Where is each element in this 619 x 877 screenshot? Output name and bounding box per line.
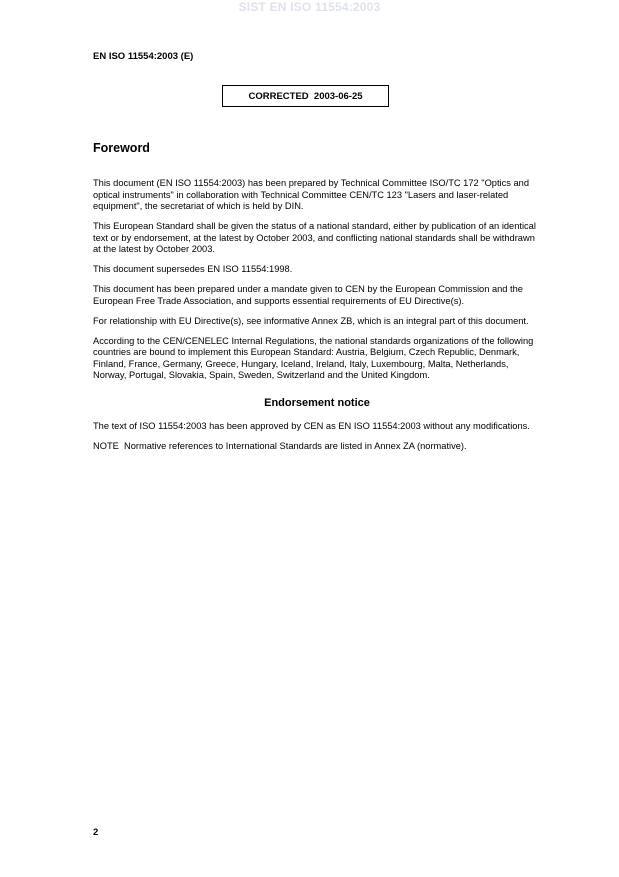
corrected-stamp [222,85,389,107]
endorsement-note: NOTE Normative references to International Standards are listed in Annex ZA (normative). [93,441,467,451]
foreword-paragraph: This European Standard shall be given the status of a national standard, either by publication of an identical text or by endorsement, at the latest by October 2003, and conflicting national standards shall be withdrawn at the latest by October 2003. [93,221,536,254]
foreword-paragraph: For relationship with EU Directive(s), see informative Annex ZB, which is an integral part of this document. [93,315,529,326]
foreword-paragraph: According to the CEN/CENELEC Internal Regulations, the national standards organizations of the following countries are bound to implement this European Standard: Austria, Belgium, Czech Republic, Denmark, Finland, France, Germany, Greece, Hungary, Iceland, Ireland, Italy, Luxembourg, Malta, Netherlands, Norway, Portugal, Slovakia, Spain, Sweden, Switzerland and the United Kingdom. [93,335,534,380]
endorsement-heading: Endorsement notice [264,396,370,409]
foreword-paragraph: This document supersedes EN ISO 11554:1998. [93,264,293,274]
endorsement-paragraph: The text of ISO 11554:2003 has been approved by CEN as EN ISO 11554:2003 without any modifications. [93,421,530,431]
foreword-paragraph: This document (EN ISO 11554:2003) has been prepared by Technical Committee ISO/TC 172 "Optics and optical instruments" in collaboration with Technical Committee CEN/TC 123 "Lasers and laser-related equipment", the secretariat of which is held by DIN. [93,178,530,211]
foreword-paragraph: This document has been prepared under a mandate given to CEN by the European Commission and the European Free Trade Association, and supports essential requirements of EU Directive(s). [93,284,523,306]
document-id: EN ISO 11554:2003 (E) [93,51,194,62]
page-number: 2 [93,827,99,838]
foreword-heading: Foreword [93,141,150,155]
corrected-label: CORRECTED 2003-06-25 [248,90,363,102]
watermark: SIST EN ISO 11554:2003 [238,0,381,14]
document-body [93,178,541,461]
